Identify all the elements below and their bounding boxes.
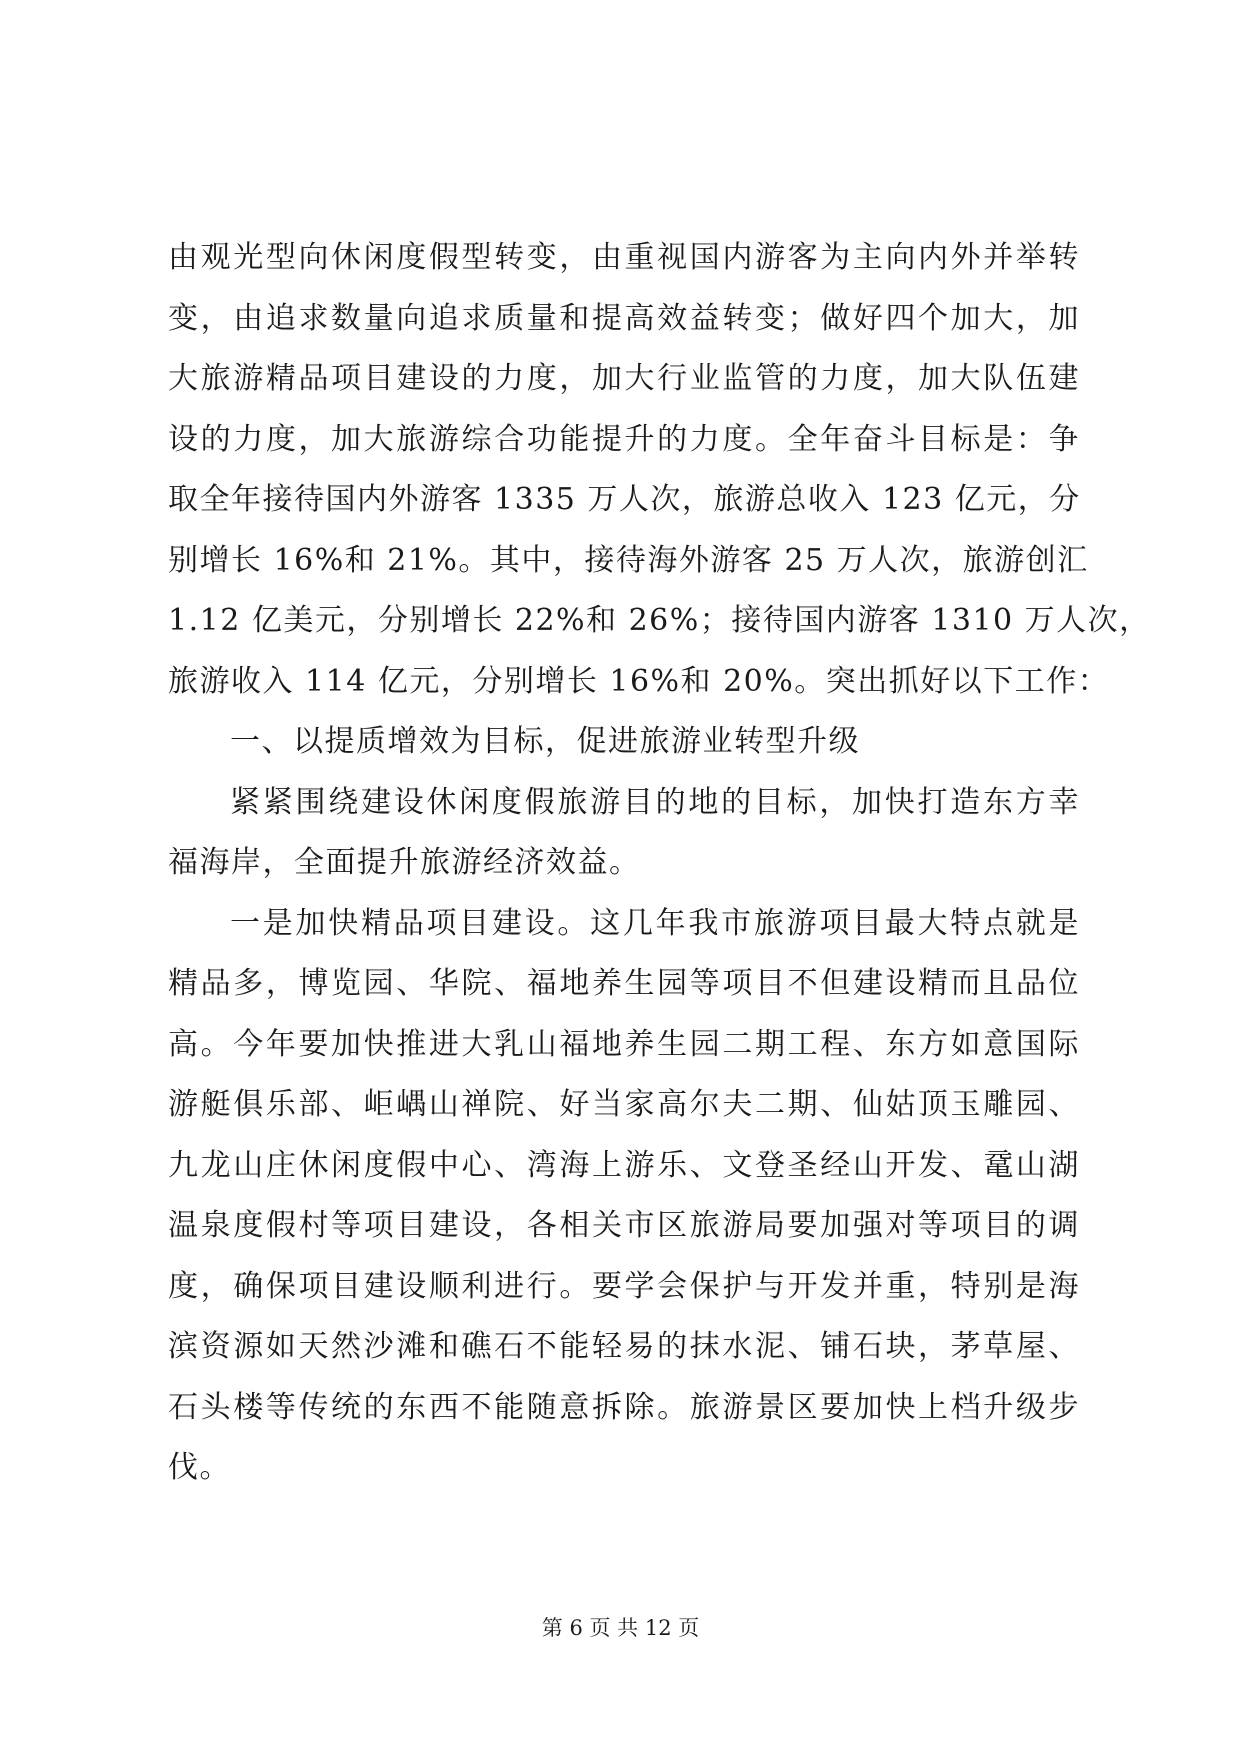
page-footer: 第 6 页 共 12 页 (541, 1616, 700, 1640)
text-line: 变，由追求数量向追求质量和提高效益转变；做好四个加大，加 (168, 300, 1080, 336)
body-text (168, 228, 1151, 1499)
text-line: 设的力度，加大旅游综合功能提升的力度。全年奋斗目标是：争 (168, 421, 1080, 457)
text-line: 高。今年要加快推进大乳山福地养生园二期工程、东方如意国际 (168, 1026, 1080, 1062)
text-line: 由观光型向休闲度假型转变，由重视国内游客为主向内外并举转 (168, 240, 1080, 275)
text-line: 九龙山庄休闲度假中心、湾海上游乐、文登圣经山开发、鼋山湖 (168, 1147, 1080, 1183)
text-line: 精品多，博览园、华院、福地养生园等项目不但建设精而且品位 (168, 966, 1080, 1001)
text-line: 滨资源如天然沙滩和礁石不能轻易的抹水泥、铺石块，茅草屋、 (168, 1329, 1080, 1364)
text-line: 取全年接待国内外游客 1335 万人次，旅游总收入 123 亿元，分 (168, 482, 1081, 517)
text-line: 一、以提质增效为目标，促进旅游业转型升级 (230, 724, 860, 759)
text-line: 1.12 亿美元，分别增长 22%和 26%；接待国内游客 1310 万人次， (168, 603, 1151, 638)
text-line: 大旅游精品项目建设的力度，加大行业监管的力度，加大队伍建 (168, 361, 1080, 396)
text-line: 伐。 (168, 1450, 231, 1485)
text-line: 别增长 16%和 21%。其中，接待海外游客 25 万人次，旅游创汇 (168, 542, 1089, 578)
text-line: 旅游收入 114 亿元，分别增长 16%和 20%。突出抓好以下工作： (168, 663, 1110, 699)
text-line: 福海岸，全面提升旅游经济效益。 (168, 845, 641, 880)
text-line: 游艇俱乐部、岠嵎山禅院、好当家高尔夫二期、仙姑顶玉雕园、 (168, 1087, 1080, 1122)
text-line: 一是加快精品项目建设。这几年我市旅游项目最大特点就是 (230, 905, 1080, 941)
text-line: 石头楼等传统的东西不能随意拆除。旅游景区要加快上档升级步 (168, 1389, 1080, 1425)
text-line: 紧紧围绕建设休闲度假旅游目的地的目标，加快打造东方幸 (230, 784, 1080, 820)
text-line: 温泉度假村等项目建设，各相关市区旅游局要加强对等项目的调 (168, 1208, 1080, 1243)
text-line: 度，确保项目建设顺利进行。要学会保护与开发并重，特别是海 (168, 1268, 1080, 1304)
